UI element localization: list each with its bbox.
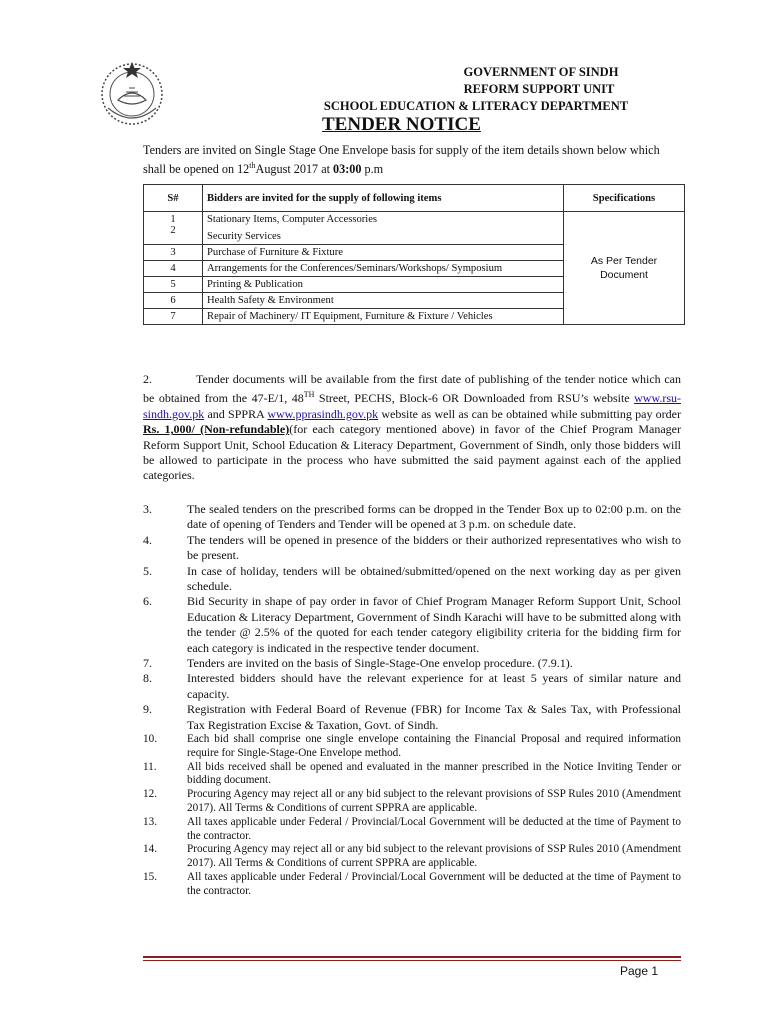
item-text: Procuring Agency may reject all or any bid subject to the relevant provisions of SSP Rules 2010 (Amendment 2017). All Terms & Conditions of current SPPRA are applicable. xyxy=(187,788,681,815)
items-table xyxy=(143,184,685,325)
row-item-cell xyxy=(203,212,564,245)
list-item xyxy=(143,594,681,656)
list-item xyxy=(143,788,681,816)
row-item: Security Services xyxy=(207,231,281,242)
para-2-text: and SPPRA xyxy=(204,406,268,421)
list-item xyxy=(143,656,681,671)
row-item: Stationary Items, Computer Accessories xyxy=(207,214,378,225)
list-item xyxy=(143,702,681,733)
table-row xyxy=(144,212,685,245)
list-item xyxy=(143,843,681,871)
row-sn: 5 xyxy=(144,277,203,293)
specifications-cell xyxy=(564,212,685,325)
row-sn: 4 xyxy=(144,261,203,277)
list-item xyxy=(143,871,681,899)
item-text: The sealed tenders on the prescribed forms can be dropped in the Tender Box up to 02:00 p.m. on the date of opening of Tenders and Tender will be opened at 3 p.m. on schedule date. xyxy=(187,502,681,532)
item-text: All taxes applicable under Federal / Provincial/Local Government will be deducted at the time of Payment to the contractor. xyxy=(187,815,681,842)
para-2-text: Street, PECHS, Block-6 OR Downloaded from RSU’s website xyxy=(314,391,635,406)
row-sn: 1 xyxy=(170,214,176,225)
item-text: Each bid shall comprise one single envelope containing the Financial Proposal and required information require for Single-Stage-One Envelope method. xyxy=(187,733,681,759)
item-text: In case of holiday, tenders will be obtained/submitted/opened on the next working day as per given schedule. xyxy=(187,563,681,594)
item-text: Procuring Agency may reject all or any bid subject to the relevant provisions of SSP Rules 2010 (Amendment 2017). All Terms & Conditions of current SPPRA are applicable. xyxy=(187,843,681,870)
para-2-text: (for each category mentioned above) in favor of the Chief Program Manager Reform Support Unit, School Education & Literacy Department, Government of Sindh, only those bidders will be allowed to participate in the process who have submitted the said payment against each of the applied categories. xyxy=(143,422,681,483)
spec-line-1: As Per Tender xyxy=(590,255,658,267)
header-sn: S# xyxy=(144,185,203,212)
intro-paragraph xyxy=(143,142,673,177)
paragraph-2 xyxy=(143,372,681,484)
row-sn: 2 xyxy=(170,225,176,236)
item-number: 9. xyxy=(143,702,152,717)
header-department: SCHOOL EDUCATION & LITERACY DEPARTMENT xyxy=(323,99,629,113)
header-specifications: Specifications xyxy=(564,185,685,212)
fee-amount: Rs. 1,000/ (Non-refundable) xyxy=(143,422,290,437)
item-text: Tenders are invited on the basis of Single-Stage-One envelop procedure. (7.9.1). xyxy=(187,656,573,671)
item-number: 13. xyxy=(143,815,157,828)
list-item xyxy=(143,733,681,761)
row-item: Repair of Machinery/ IT Equipment, Furniture & Fixture / Vehicles xyxy=(203,309,564,325)
row-sn: 3 xyxy=(144,245,203,261)
item-number: 8. xyxy=(143,671,152,686)
para-2-text: website as well as can be obtained while submitting pay order xyxy=(378,406,681,421)
item-number: 12. xyxy=(143,788,157,801)
list-item xyxy=(143,502,681,533)
rsu-website-link[interactable]: www.rsu-sindh.gov.pk xyxy=(143,391,681,421)
intro-text-3: p.m xyxy=(361,162,384,177)
intro-text: Tenders are invited on Single Stage One Envelope basis for supply of the item details shown below which shall be opened on 12 xyxy=(143,143,660,177)
sppra-website-link[interactable]: www.pprasindh.gov.pk xyxy=(267,406,379,421)
page-number: Page 1 xyxy=(620,964,659,978)
list-item xyxy=(143,816,681,844)
opening-time: 03:00 xyxy=(333,162,362,177)
item-text: All bids received shall be opened and evaluated in the manner prescribed in the Notice Inviting Tender or bidding document. xyxy=(187,760,681,787)
item-number: 14. xyxy=(143,843,157,856)
item-text: The tenders will be opened in presence of the bidders or their authorized representatives who wish to be present. xyxy=(187,532,681,563)
page-title: TENDER NOTICE xyxy=(322,114,481,135)
para-2-text: Tender documents will be available from the first date of publishing of the tender notice which can be obtained from the 47-E/1, 48 xyxy=(143,372,681,406)
item-number: 10. xyxy=(143,733,157,746)
para-2-sup: TH xyxy=(303,390,315,400)
list-item xyxy=(143,761,681,789)
item-number: 11. xyxy=(143,760,157,773)
row-item: Printing & Publication xyxy=(203,277,564,293)
item-text: Registration with Federal Board of Revenue (FBR) for Income Tax & Sales Tax, with Professional Tax Registration Excise & Taxation, Govt. of Sindh. xyxy=(187,702,681,732)
spec-line-2: Document xyxy=(600,269,648,281)
item-text: All taxes applicable under Federal / Provincial/Local Government will be deducted at the time of Payment to the contractor. xyxy=(187,871,681,897)
item-text: Interested bidders should have the relevant experience for at least 5 years of similar nature and capacity. xyxy=(187,671,681,701)
item-number: 6. xyxy=(143,594,152,609)
footer-divider xyxy=(143,956,681,958)
list-item xyxy=(143,671,681,702)
government-of-sindh-seal-icon xyxy=(96,56,168,128)
header-items: Bidders are invited for the supply of following items xyxy=(203,185,564,212)
header-unit: REFORM SUPPORT UNIT xyxy=(463,82,615,96)
item-number: 7. xyxy=(143,656,152,671)
row-item: Health Safety & Environment xyxy=(203,293,564,309)
item-number: 15. xyxy=(143,871,157,884)
row-item: Purchase of Furniture & Fixture xyxy=(203,245,564,261)
row-sn: 7 xyxy=(144,309,203,325)
numbered-list xyxy=(143,502,681,899)
intro-sup: th xyxy=(249,161,256,170)
table-header-row xyxy=(144,185,685,212)
item-number: 5. xyxy=(143,563,152,578)
letterhead xyxy=(300,64,770,115)
item-text: Bid Security in shape of pay order in favor of Chief Program Manager Reform Support Unit, School Education & Literacy Department, Government of Sindh Karachi will have to be submitted along with the tender @ 2.5% of the quoted for each tender category eligibility criteria for the bidding firm for each category is indicated in the respective tender document. xyxy=(187,594,681,655)
header-government: GOVERNMENT OF SINDH xyxy=(463,65,619,79)
item-number: 3. xyxy=(143,502,152,516)
list-item xyxy=(143,564,681,595)
list-item xyxy=(143,533,681,564)
item-number: 4. xyxy=(143,532,152,547)
footer-divider-thin xyxy=(143,960,681,961)
row-sn: 6 xyxy=(144,293,203,309)
para-2-number: 2. xyxy=(143,372,152,386)
row-sn-cell xyxy=(144,212,203,245)
row-item: Arrangements for the Conferences/Seminars/Workshops/ Symposium xyxy=(203,261,564,277)
intro-text-2: August 2017 at xyxy=(255,162,334,177)
